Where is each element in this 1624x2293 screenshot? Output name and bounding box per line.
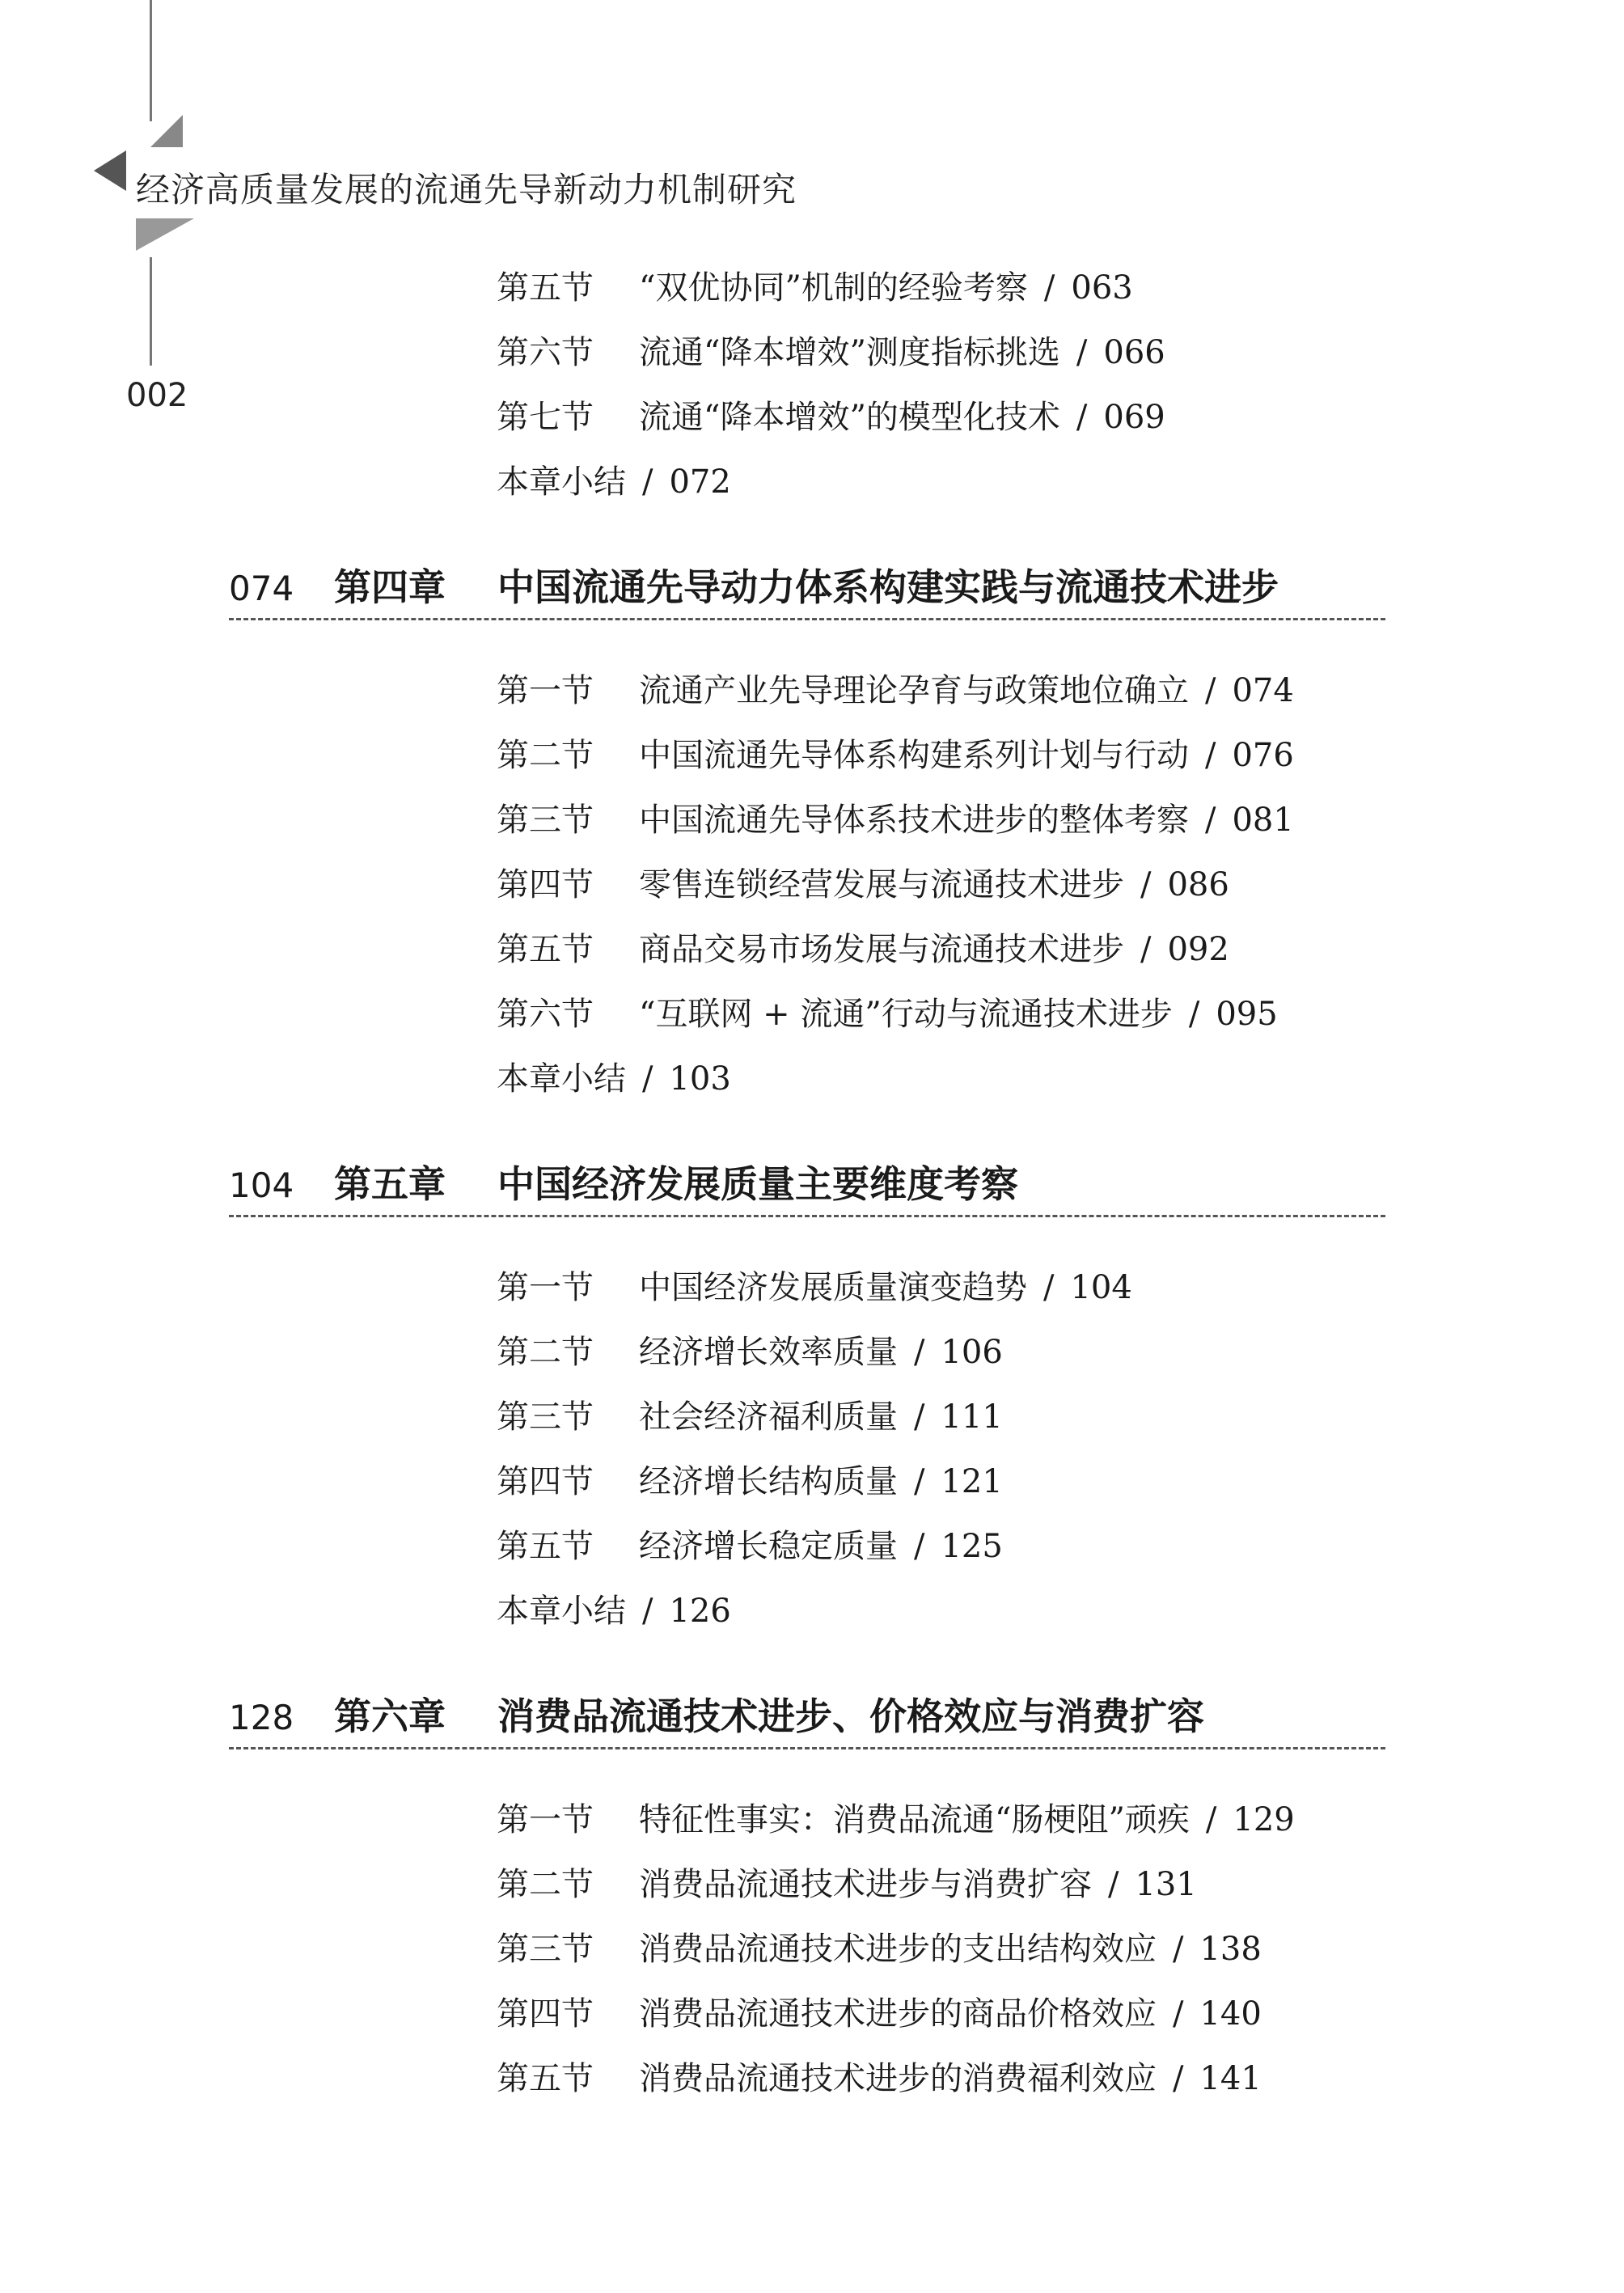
chapter-number: 第五章 (334, 1162, 446, 1206)
section-page: 072 (669, 463, 731, 501)
section-number: 第五节 (497, 269, 594, 307)
section-number: 第二节 (497, 1334, 594, 1371)
toc-entry[interactable] (497, 1394, 1003, 1441)
chapter-number: 第六章 (334, 1694, 446, 1738)
section-page: 063 (1071, 269, 1133, 307)
toc-entry-summary[interactable] (497, 1588, 731, 1635)
section-number: 第五节 (497, 931, 594, 968)
section-number: 第一节 (497, 1801, 594, 1838)
section-title: 本章小结 (497, 1593, 626, 1630)
section-page: 069 (1103, 399, 1165, 436)
toc-entry[interactable] (497, 797, 1294, 844)
page-separator: / (914, 1463, 925, 1500)
toc-entry[interactable] (497, 732, 1294, 779)
section-page: 081 (1232, 802, 1294, 839)
section-title: 经济增长稳定质量 (639, 1528, 898, 1565)
chapter-page: 074 (229, 569, 294, 608)
toc-entry[interactable] (497, 926, 1229, 973)
section-title: 中国流通先导体系构建系列计划与行动 (639, 737, 1189, 774)
section-title: 经济增长效率质量 (639, 1334, 898, 1371)
page-separator: / (914, 1334, 925, 1371)
section-page: 140 (1199, 1995, 1262, 2033)
toc-entry[interactable] (497, 1991, 1262, 2037)
toc-entry[interactable] (497, 1796, 1295, 1843)
section-title: 经济增长结构质量 (639, 1463, 898, 1500)
section-page: 111 (941, 1398, 1003, 1436)
section-number: 第五节 (497, 1528, 594, 1565)
chapter-heading[interactable] (229, 1687, 1385, 1749)
page-separator: / (1076, 334, 1088, 371)
toc-entry[interactable] (497, 1861, 1197, 1908)
page-separator: / (1140, 866, 1152, 903)
section-page: 126 (669, 1593, 731, 1630)
page-separator: / (914, 1528, 925, 1565)
chapter-heading[interactable] (229, 558, 1385, 620)
book-title: 经济高质量发展的流通先导新动力机制研究 (136, 170, 797, 209)
section-number: 第三节 (497, 1931, 594, 1968)
section-title: “双优协同”机制的经验考察 (639, 269, 1028, 307)
section-page: 086 (1167, 866, 1229, 903)
toc-entry[interactable] (497, 1264, 1132, 1311)
toc-entry[interactable] (497, 394, 1165, 441)
page-number: 002 (126, 377, 188, 414)
section-number: 第五节 (497, 2060, 594, 2097)
section-page: 095 (1216, 996, 1278, 1033)
toc-entry-summary[interactable] (497, 459, 731, 506)
section-number: 第四节 (497, 1995, 594, 2033)
toc-entry[interactable] (497, 1523, 1003, 1570)
margin-rule-top (150, 0, 152, 121)
toc-entry[interactable] (497, 1926, 1262, 1973)
page-separator: / (1173, 1931, 1184, 1968)
page-separator: / (1173, 1995, 1184, 2033)
section-page: 121 (941, 1463, 1003, 1500)
section-number: 第四节 (497, 866, 594, 903)
page-separator: / (1205, 737, 1216, 774)
chapter-page: 128 (229, 1698, 294, 1737)
page-separator: / (1205, 802, 1216, 839)
section-page: 103 (669, 1060, 731, 1098)
section-title: 流通产业先导理论孕育与政策地位确立 (639, 672, 1189, 709)
section-page: 141 (1199, 2060, 1262, 2097)
page-separator: / (1205, 672, 1216, 709)
section-number: 第六节 (497, 334, 594, 371)
page-separator: / (914, 1398, 925, 1436)
section-title: 中国流通先导体系技术进步的整体考察 (639, 802, 1189, 839)
page-separator: / (642, 1593, 653, 1630)
section-title: 本章小结 (497, 1060, 626, 1098)
page-separator: / (642, 1060, 653, 1098)
section-page: 106 (941, 1334, 1003, 1371)
toc-entry[interactable] (497, 1458, 1003, 1505)
page-separator: / (642, 463, 653, 501)
page-separator: / (1140, 931, 1152, 968)
page-separator: / (1205, 1801, 1217, 1838)
section-page: 125 (941, 1528, 1003, 1565)
toc-entry[interactable] (497, 991, 1278, 1038)
chapter-heading[interactable] (229, 1155, 1385, 1217)
chapter-number: 第四章 (334, 565, 446, 609)
chapter-title: 中国经济发展质量主要维度考察 (497, 1162, 1018, 1206)
section-number: 第四节 (497, 1463, 594, 1500)
section-title: “互联网 + 流通”行动与流通技术进步 (639, 996, 1173, 1033)
toc-entry[interactable] (497, 2055, 1262, 2102)
section-page: 066 (1103, 334, 1165, 371)
toc-entry[interactable] (497, 264, 1133, 311)
section-page: 074 (1232, 672, 1294, 709)
section-number: 第三节 (497, 802, 594, 839)
section-title: 流通“降本增效”测度指标挑选 (639, 334, 1060, 371)
triangle-ornament-upper (150, 115, 183, 147)
section-title: 商品交易市场发展与流通技术进步 (639, 931, 1124, 968)
section-number: 第七节 (497, 399, 594, 436)
toc-entry[interactable] (497, 667, 1294, 714)
toc-entry[interactable] (497, 329, 1165, 376)
page-separator: / (1173, 2060, 1184, 2097)
page-separator: / (1108, 1866, 1119, 1903)
section-title: 消费品流通技术进步的消费福利效应 (639, 2060, 1157, 2097)
toc-entry[interactable] (497, 861, 1229, 908)
section-page: 104 (1070, 1269, 1132, 1306)
triangle-ornament-left (94, 150, 126, 191)
section-title: 消费品流通技术进步与消费扩容 (639, 1866, 1092, 1903)
section-number: 第三节 (497, 1398, 594, 1436)
chapter-title: 消费品流通技术进步、价格效应与消费扩容 (497, 1694, 1204, 1738)
section-page: 092 (1167, 931, 1229, 968)
page-separator: / (1043, 1269, 1055, 1306)
section-page: 131 (1135, 1866, 1197, 1903)
chapter-title: 中国流通先导动力体系构建实践与流通技术进步 (497, 565, 1279, 609)
section-number: 第六节 (497, 996, 594, 1033)
section-title: 消费品流通技术进步的支出结构效应 (639, 1931, 1157, 1968)
section-page: 129 (1233, 1801, 1295, 1838)
section-title: 社会经济福利质量 (639, 1398, 898, 1436)
section-title: 中国经济发展质量演变趋势 (639, 1269, 1027, 1306)
triangle-ornament-lower (136, 218, 194, 251)
section-number: 第一节 (497, 672, 594, 709)
page-separator: / (1076, 399, 1088, 436)
section-title: 本章小结 (497, 463, 626, 501)
section-number: 第二节 (497, 1866, 594, 1903)
section-page: 076 (1232, 737, 1294, 774)
page-separator: / (1043, 269, 1055, 307)
chapter-page: 104 (229, 1166, 294, 1205)
toc-entry-summary[interactable] (497, 1056, 731, 1102)
section-title: 消费品流通技术进步的商品价格效应 (639, 1995, 1157, 2033)
section-title: 特征性事实：消费品流通“肠梗阻”顽疾 (639, 1801, 1190, 1838)
section-page: 138 (1199, 1931, 1262, 1968)
section-number: 第二节 (497, 737, 594, 774)
section-title: 流通“降本增效”的模型化技术 (639, 399, 1060, 436)
section-number: 第一节 (497, 1269, 594, 1306)
section-title: 零售连锁经营发展与流通技术进步 (639, 866, 1124, 903)
page-separator: / (1188, 996, 1200, 1033)
toc-entry[interactable] (497, 1329, 1003, 1376)
margin-rule-bottom (150, 257, 152, 366)
